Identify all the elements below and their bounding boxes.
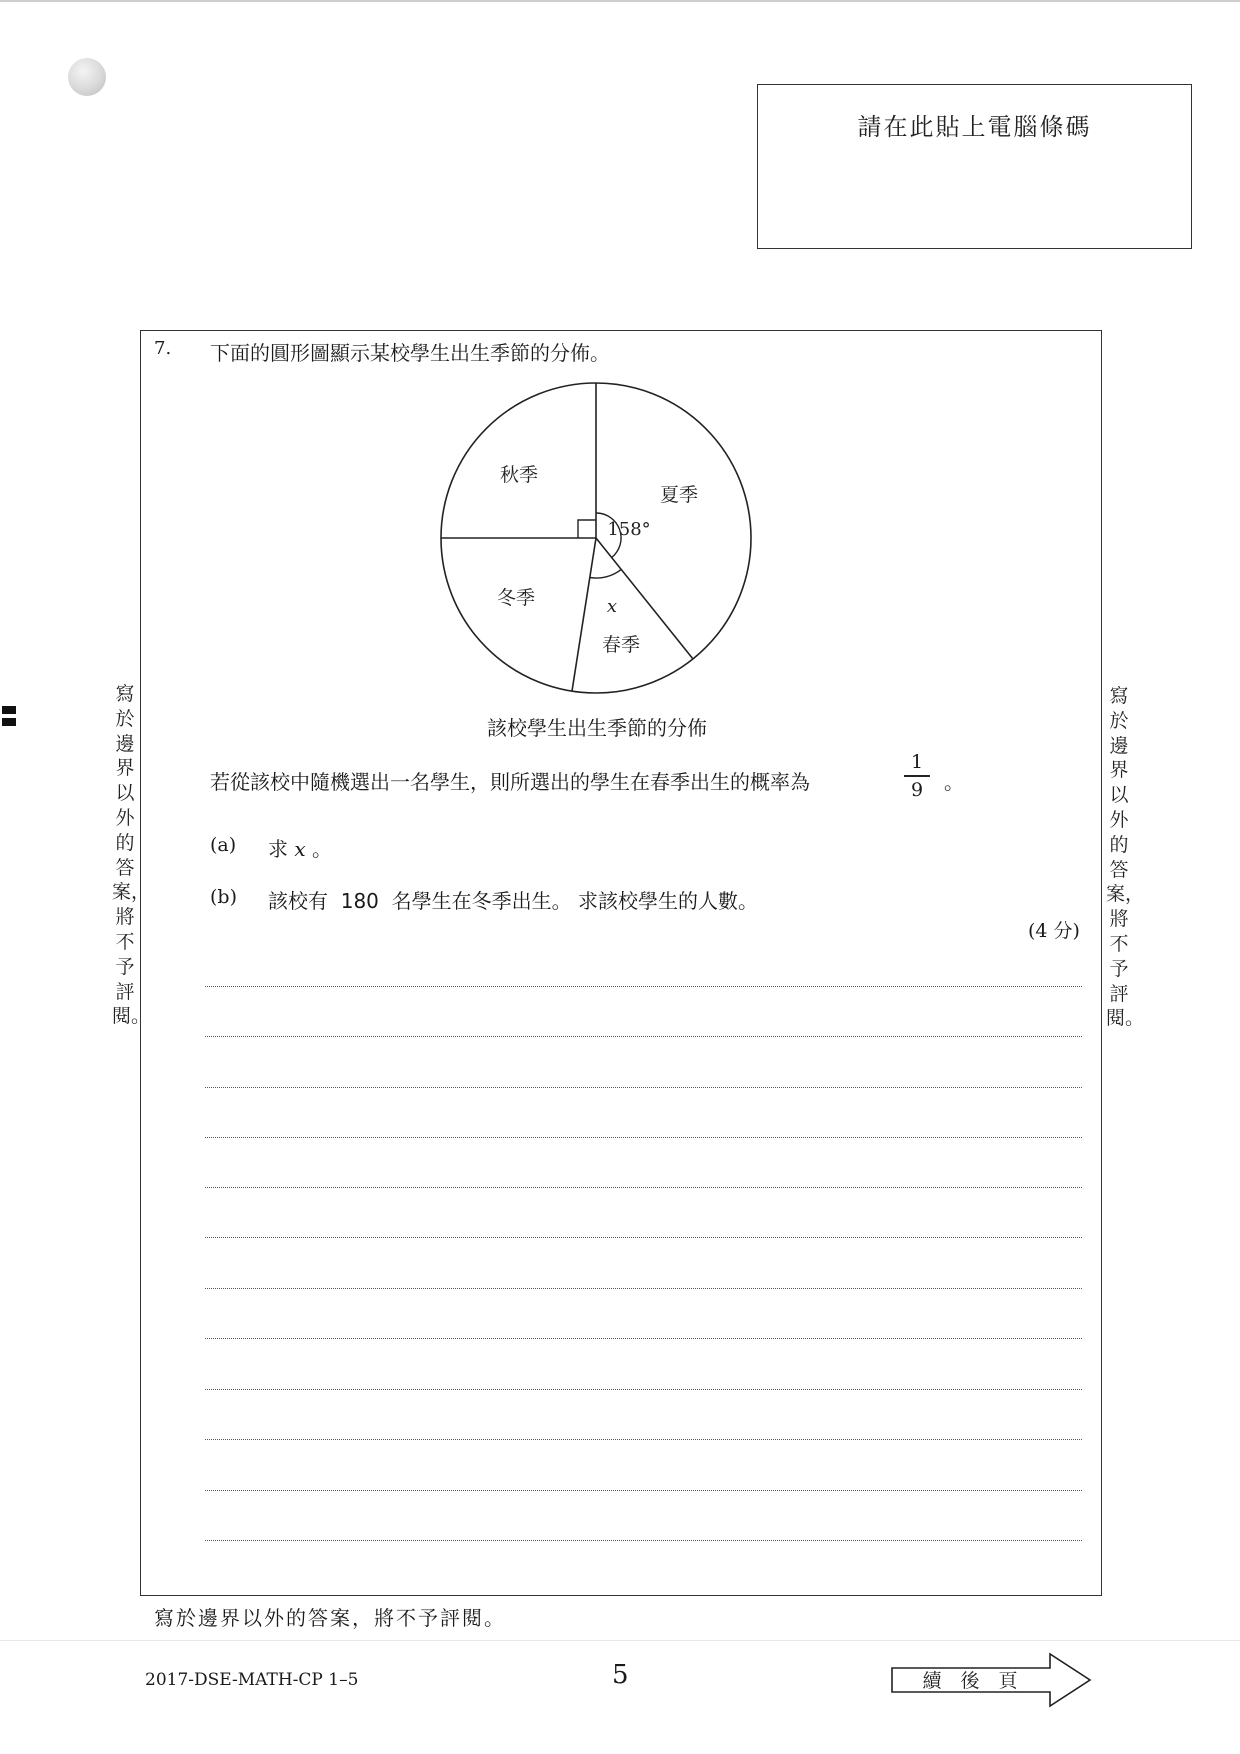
condition-tail: 。 bbox=[944, 770, 964, 794]
pie-chart bbox=[438, 380, 754, 696]
answer-line[interactable] bbox=[205, 986, 1082, 987]
page-top-edge bbox=[0, 0, 1240, 2]
fraction-numerator: 1 bbox=[910, 751, 924, 773]
pie-chart-wrapper bbox=[438, 380, 754, 696]
condition-text: 若從該校中隨機選出一名學生，則所選出的學生在春季出生的概率為 bbox=[210, 770, 810, 794]
angle-label-summer: 158° bbox=[607, 519, 651, 540]
barcode-box bbox=[757, 84, 1192, 249]
answer-line[interactable] bbox=[205, 1439, 1082, 1440]
right-angle-marker bbox=[578, 520, 596, 538]
angle-label-x: x bbox=[606, 596, 618, 617]
part-a-text-before: 求 bbox=[268, 837, 288, 861]
footer-rule bbox=[0, 1640, 1240, 1641]
question-stem: 下面的圓形圖顯示某校學生出生季節的分佈。 bbox=[210, 341, 610, 365]
paper-code: 2017-DSE-MATH-CP 1–5 bbox=[145, 1670, 359, 1690]
slice-label-spring: 春季 bbox=[601, 634, 641, 656]
part-a-variable: x bbox=[294, 837, 306, 861]
question-number: 7. bbox=[154, 338, 172, 359]
continue-label: 續 後 頁 bbox=[922, 1670, 1018, 1692]
slice-label-summer: 夏季 bbox=[659, 484, 699, 506]
part-a-label: (a) bbox=[210, 834, 237, 856]
slice-label-autumn: 秋季 bbox=[499, 464, 539, 486]
continue-arrow bbox=[890, 1652, 1094, 1708]
answer-line[interactable] bbox=[205, 1137, 1082, 1138]
answer-line[interactable] bbox=[205, 1288, 1082, 1289]
part-a-text bbox=[268, 833, 332, 862]
answer-line[interactable] bbox=[205, 1237, 1082, 1238]
answer-line[interactable] bbox=[205, 1338, 1082, 1339]
chart-caption: 該校學生出生季節的分佈 bbox=[487, 716, 707, 740]
barcode-label: 請在此貼上電腦條碼 bbox=[857, 113, 1092, 141]
answer-line[interactable] bbox=[205, 1087, 1082, 1088]
page-number: 5 bbox=[612, 1660, 629, 1690]
part-b-text: 該校有 180 名學生在冬季出生。 求該校學生的人數。 bbox=[268, 889, 758, 913]
right-margin-warning: 寫於邊界以外的答案，將不予評閱。 bbox=[1106, 685, 1145, 1030]
answer-line[interactable] bbox=[205, 1490, 1082, 1491]
answer-line[interactable] bbox=[205, 1540, 1082, 1541]
bottom-margin-warning: 寫於邊界以外的答案，將不予評閱。 bbox=[154, 1606, 506, 1630]
left-margin-warning: 寫於邊界以外的答案，將不予評閱。 bbox=[112, 683, 151, 1028]
answer-line[interactable] bbox=[205, 1187, 1082, 1188]
marks-label: (4 分) bbox=[1028, 920, 1080, 942]
side-timing-marks bbox=[2, 706, 16, 730]
fraction-denominator: 9 bbox=[910, 778, 924, 801]
radius-spring-winter bbox=[572, 538, 596, 691]
angle-arc-x bbox=[590, 569, 621, 578]
part-b-label: (b) bbox=[210, 886, 237, 908]
probability-fraction bbox=[904, 750, 930, 802]
answer-line[interactable] bbox=[205, 1036, 1082, 1037]
answer-line[interactable] bbox=[205, 1389, 1082, 1390]
slice-label-winter: 冬季 bbox=[496, 587, 536, 609]
part-a-text-after: 。 bbox=[312, 837, 332, 861]
fraction-bar bbox=[904, 775, 930, 777]
punch-hole bbox=[68, 58, 106, 96]
